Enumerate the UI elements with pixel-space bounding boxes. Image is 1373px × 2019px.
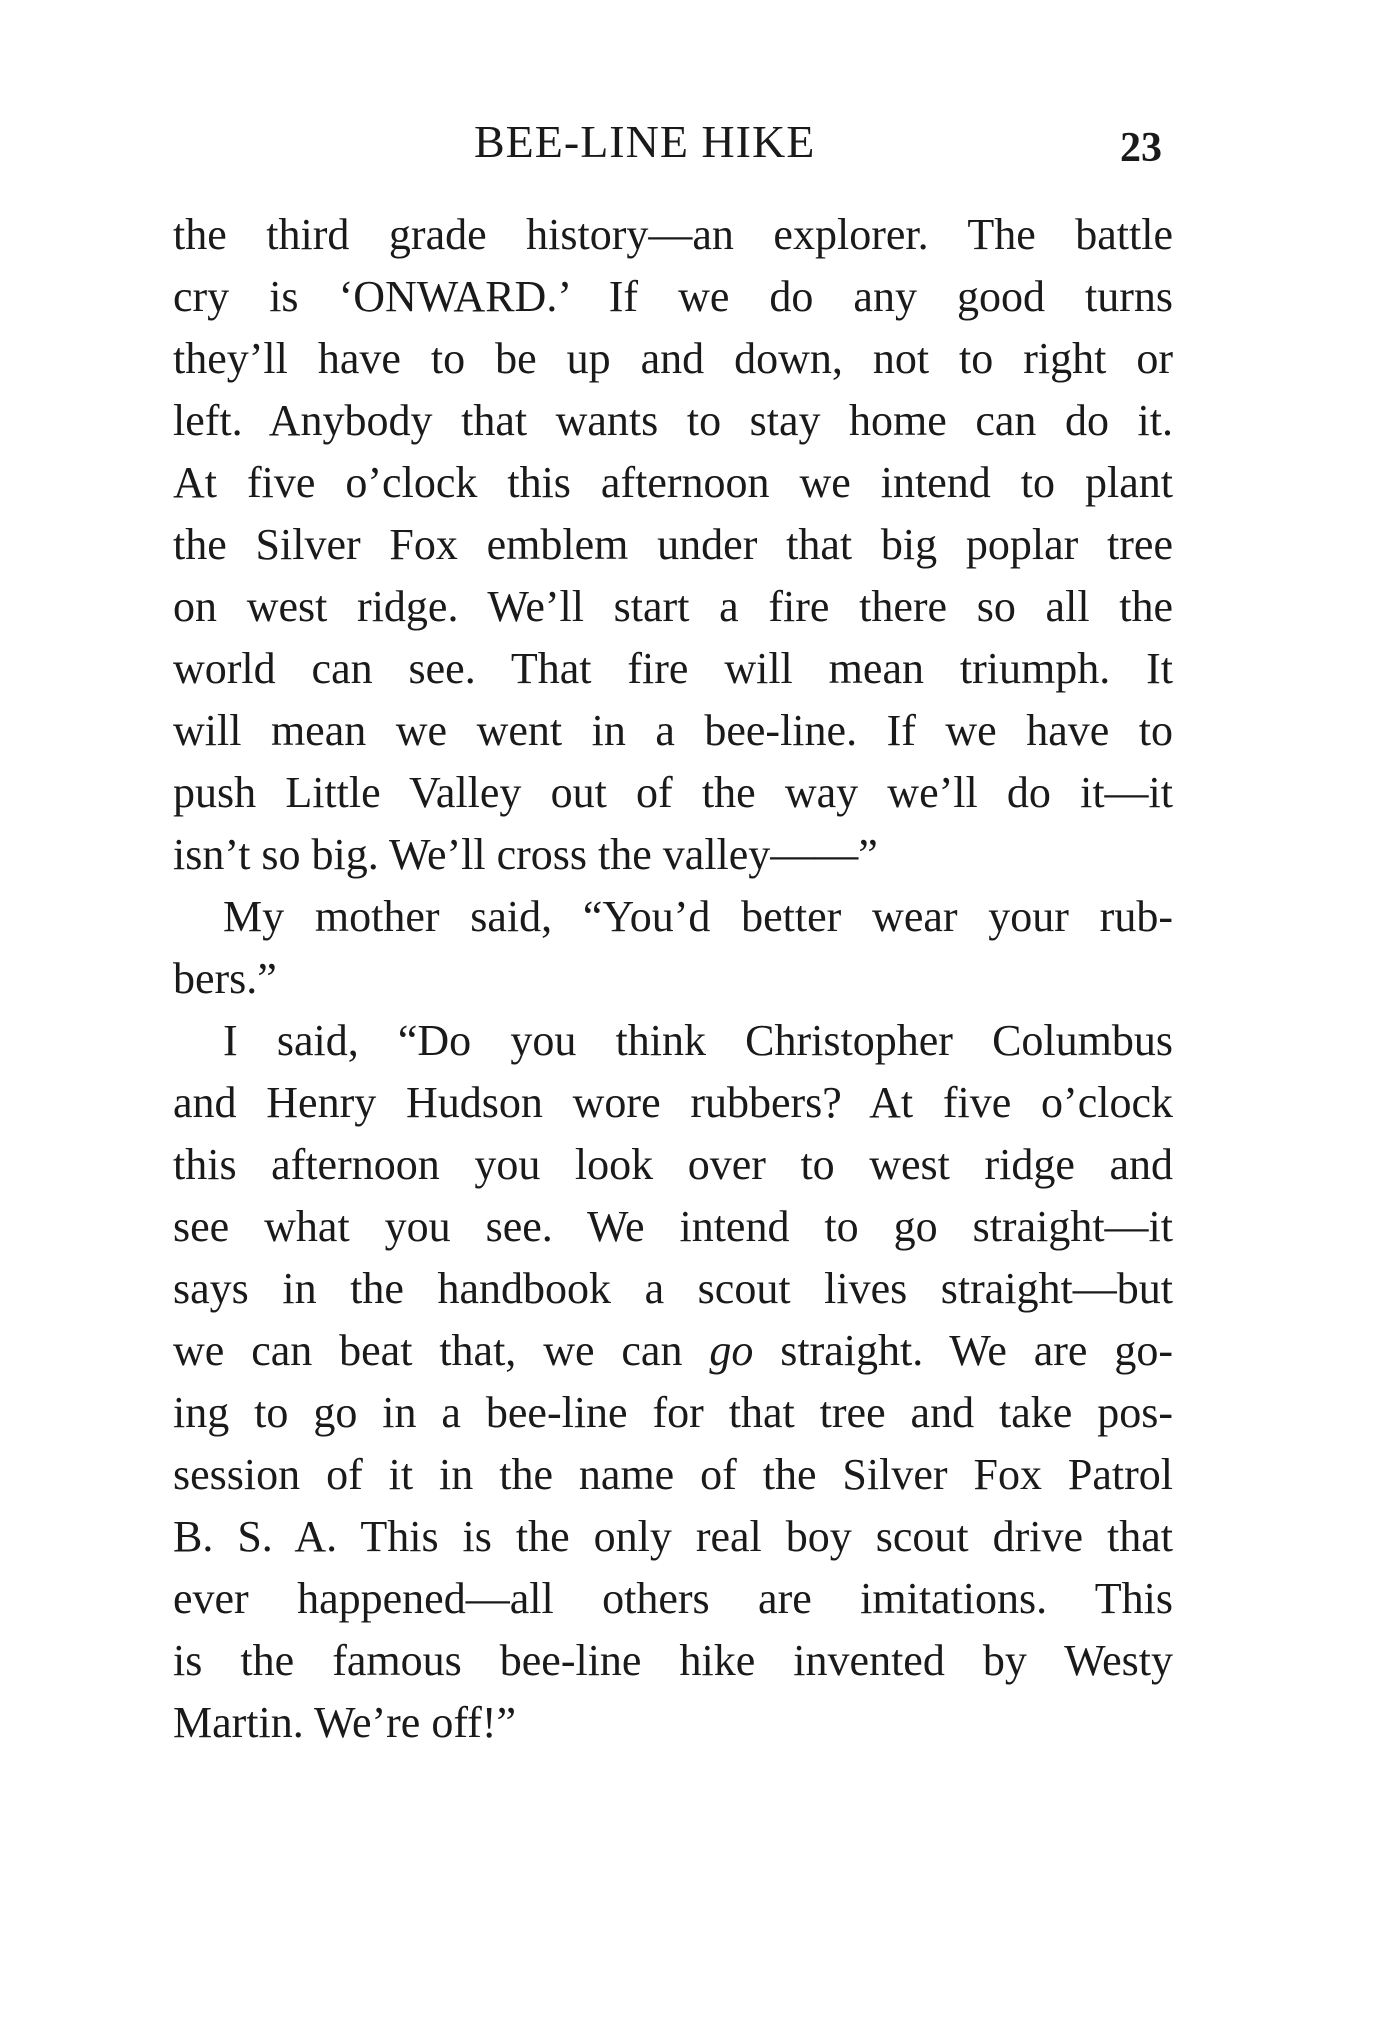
text-line: on west ridge. We’ll start a fire there so all the (173, 582, 1173, 631)
text-line: is the famous bee-line hike invented by Westy (173, 1636, 1173, 1685)
text-line: says in the handbook a scout lives straight—but (173, 1264, 1173, 1313)
text-line: session of it in the name of the Silver Fox Patrol (173, 1450, 1173, 1499)
text-line: world can see. That fire will mean triumph. It (173, 644, 1173, 693)
text-line: will mean we went in a bee-line. If we have to (173, 706, 1173, 755)
text-line: and Henry Hudson wore rubbers? At five o’clock (173, 1078, 1173, 1127)
text-line: At five o’clock this afternoon we intend to plant (173, 458, 1173, 507)
text-line: B. S. A. This is the only real boy scout drive that (173, 1512, 1173, 1561)
text-line: see what you see. We intend to go straight—it (173, 1202, 1173, 1251)
text-line: Martin. We’re off!” (173, 1698, 517, 1747)
text-line: the third grade history—an explorer. The battle (173, 210, 1173, 259)
text-line: My mother said, “You’d better wear your rub- (223, 892, 1173, 941)
text-line: isn’t so big. We’ll cross the valley——” (173, 830, 878, 879)
text-line: they’ll have to be up and down, not to right or (173, 334, 1173, 383)
running-title: BEE-LINE HIKE (474, 116, 816, 167)
text-line: the Silver Fox emblem under that big poplar tree (173, 520, 1173, 569)
italic-word: go (709, 1326, 754, 1375)
text-line: left. Anybody that wants to stay home can do it. (173, 396, 1173, 445)
text-line: ever happened—all others are imitations. This (173, 1574, 1173, 1623)
text-line: bers.” (173, 954, 277, 1003)
text-line (173, 1320, 1173, 1382)
running-head (0, 112, 1373, 172)
text-line: I said, “Do you think Christopher Columbus (223, 1016, 1173, 1065)
text-line: cry is ‘ONWARD.’ If we do any good turns (173, 272, 1173, 321)
body-text (173, 204, 1173, 1754)
text-line: ing to go in a bee-line for that tree and take pos- (173, 1388, 1173, 1437)
text-segment: straight. We are go- (780, 1326, 1173, 1375)
text-segment: we can beat that, we can (173, 1326, 683, 1375)
text-line: push Little Valley out of the way we’ll do it—it (173, 768, 1173, 817)
page-number: 23 (1120, 125, 1162, 171)
text-line: this afternoon you look over to west ridge and (173, 1140, 1173, 1189)
